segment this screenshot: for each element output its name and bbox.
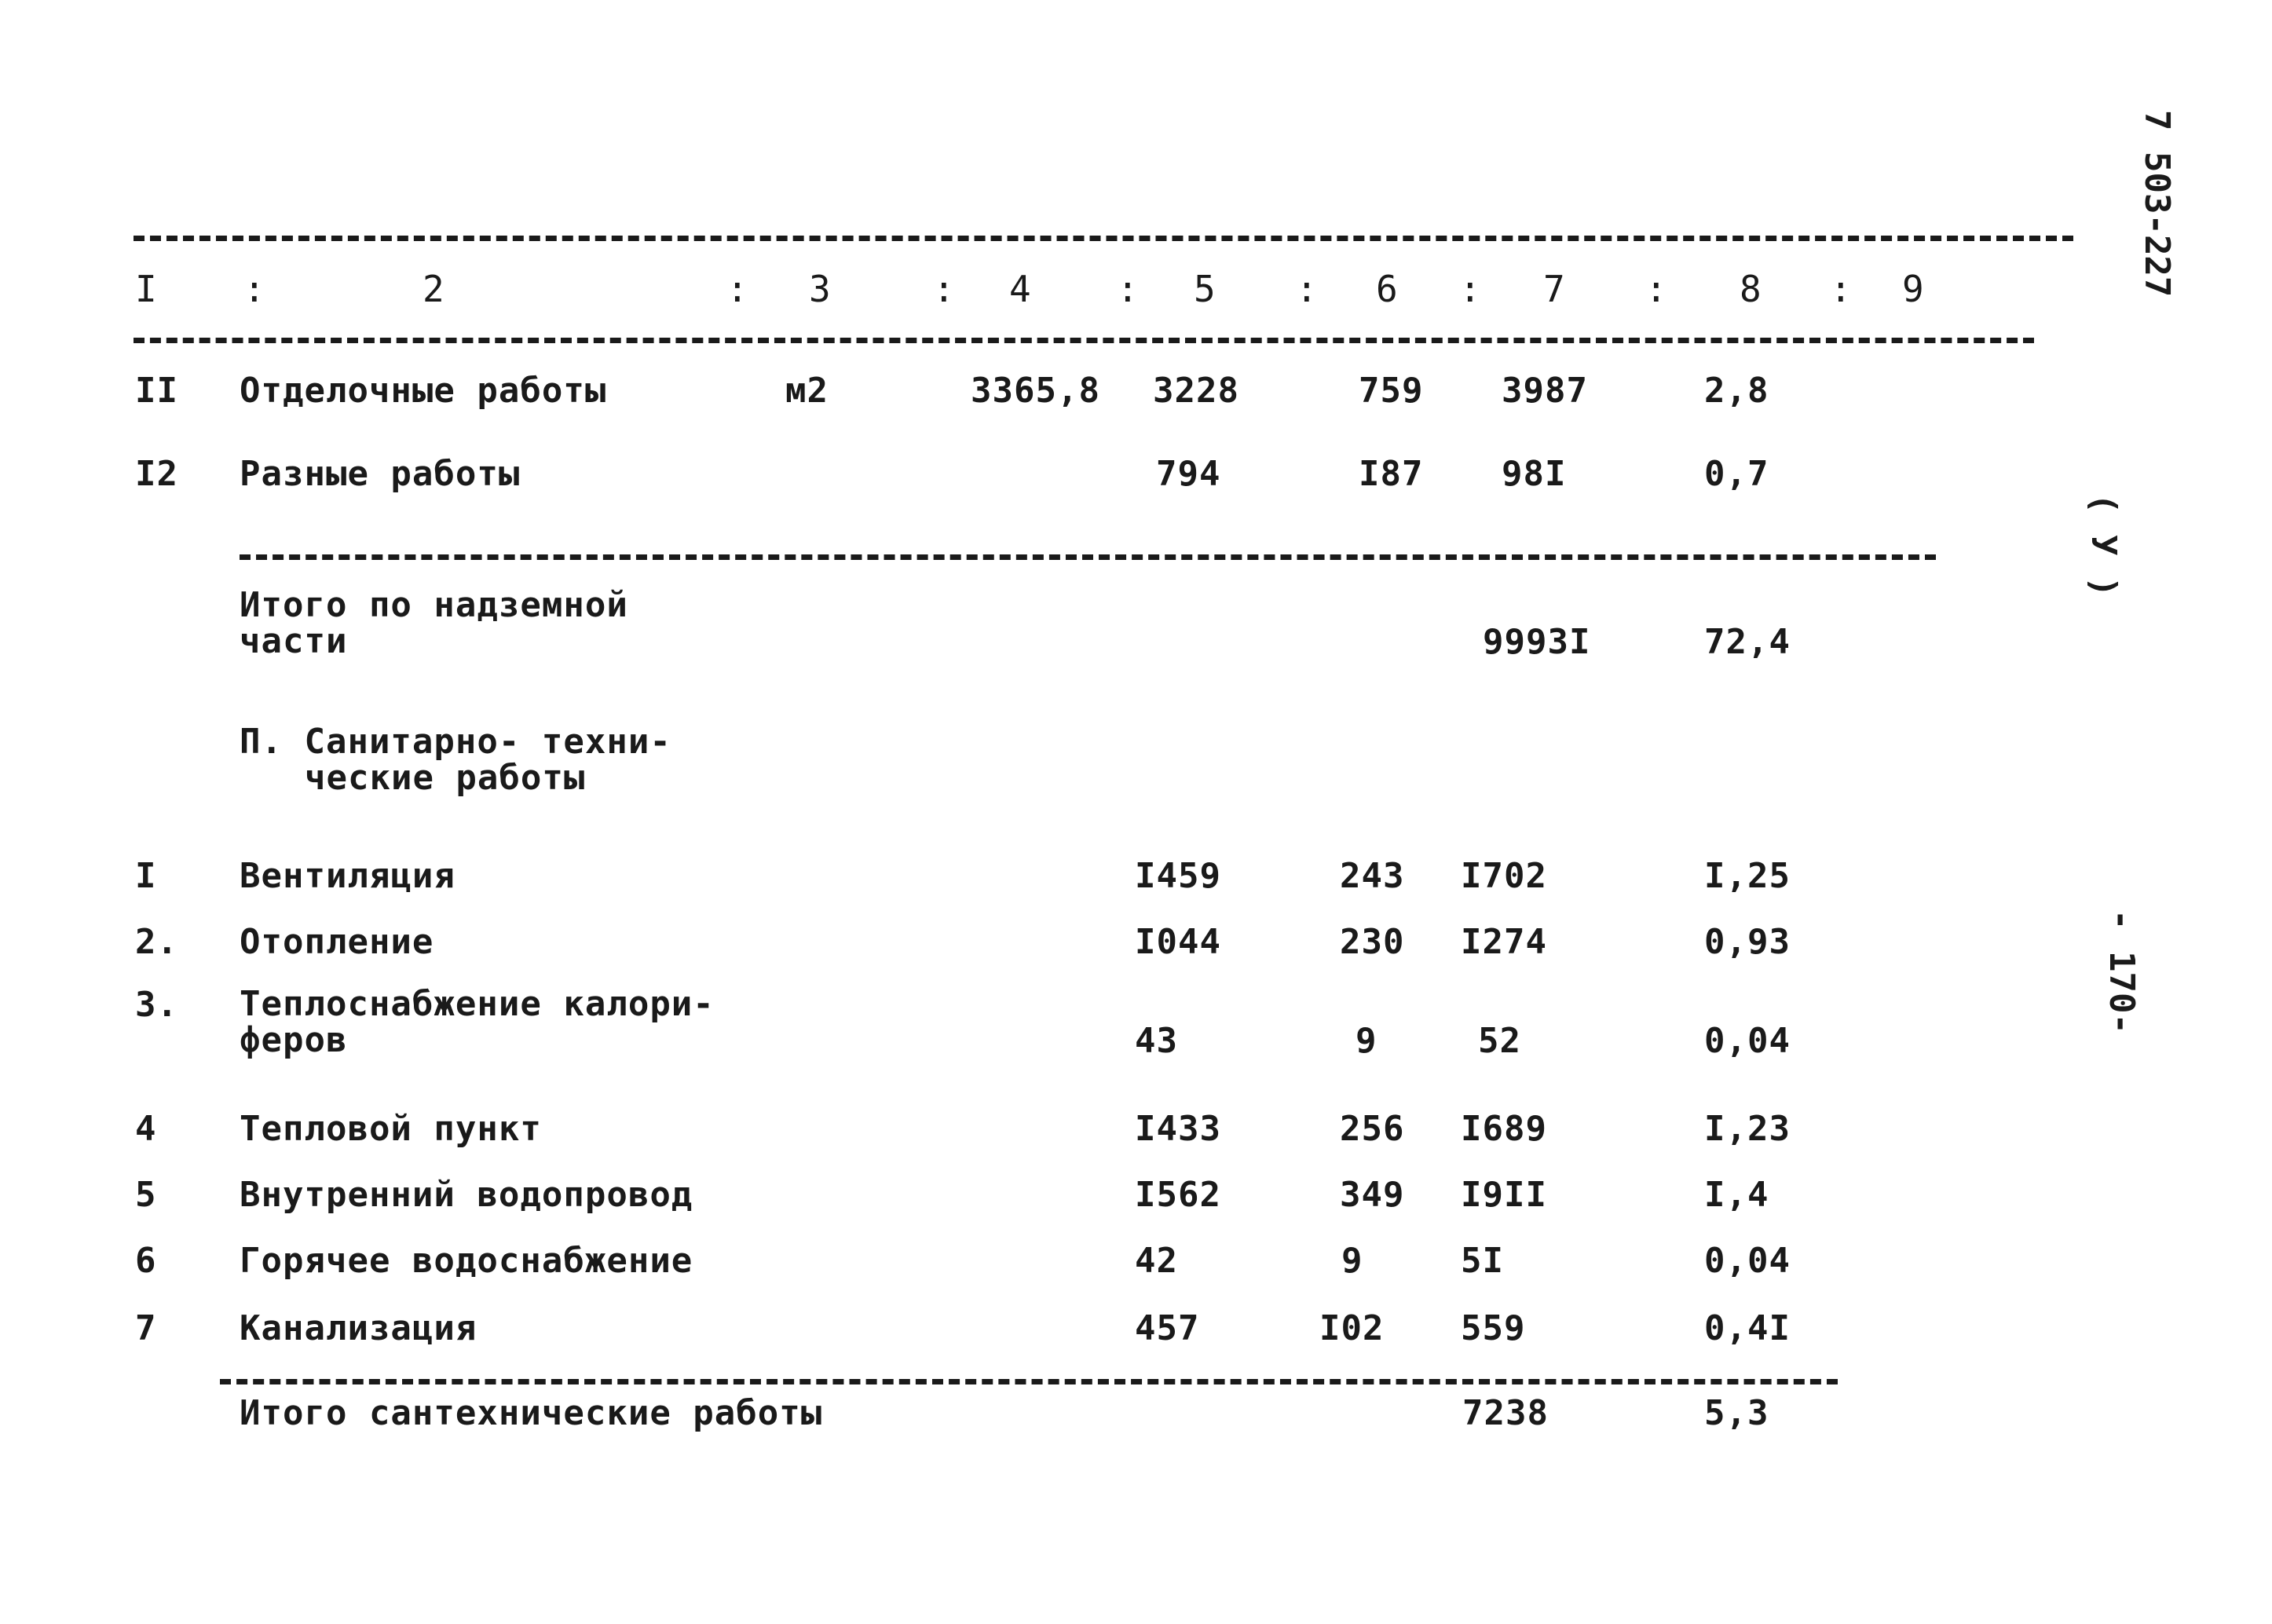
row-col-5: 3228	[1153, 371, 1239, 411]
row-col-8: 0,04	[1704, 1021, 1791, 1061]
row-unit: м2	[785, 371, 829, 411]
row-col-8: 0,7	[1704, 454, 1769, 494]
row-col-8: I,4	[1704, 1175, 1769, 1215]
row-col-8: 0,04	[1704, 1241, 1791, 1281]
subtotal-label-line1: Итого по надземной	[240, 585, 628, 625]
row-col-8: 2,8	[1704, 371, 1769, 411]
row-number: 6	[135, 1241, 157, 1281]
subtotal-col-7: 9993I	[1483, 622, 1591, 662]
header-col-9: 9	[1902, 268, 1925, 310]
row-col-7: 5I	[1461, 1241, 1504, 1281]
row-col-6: 9	[1341, 1241, 1363, 1281]
row-col-6: 256	[1340, 1109, 1405, 1149]
row-quantity: 3365,8	[971, 371, 1100, 411]
row-number: 2.	[135, 922, 178, 962]
header-col-7: 7	[1543, 268, 1566, 310]
header-col-2: 2	[423, 268, 445, 310]
header-col-4: 4	[1009, 268, 1032, 310]
header-sep: :	[1117, 268, 1140, 310]
row-col-5: I433	[1135, 1109, 1221, 1149]
row-col-8: I,23	[1704, 1109, 1791, 1149]
table-top-rule	[134, 236, 2073, 241]
total-col-7: 7238	[1462, 1393, 1549, 1433]
header-sep: :	[1645, 268, 1668, 310]
subtotal-col-8: 72,4	[1704, 622, 1791, 662]
row-name: Разные работы	[240, 454, 521, 494]
row-col-6: 759	[1359, 371, 1424, 411]
row-name: Вентиляция	[240, 856, 455, 896]
margin-page-number: - 170-	[2102, 909, 2142, 1034]
header-col-1: I	[135, 268, 158, 310]
row-name: Тепловой пункт	[240, 1109, 542, 1149]
row-col-7: I702	[1461, 856, 1547, 896]
header-col-5: 5	[1194, 268, 1216, 310]
row-col-5: I044	[1135, 922, 1221, 962]
total-col-8: 5,3	[1704, 1393, 1769, 1433]
row-col-5: 457	[1135, 1308, 1200, 1348]
row-number: I	[135, 856, 157, 896]
row-number: 5	[135, 1175, 157, 1215]
row-name: Внутренний водопровод	[240, 1175, 693, 1215]
row-number: 3.	[135, 985, 178, 1025]
row-col-5: I562	[1135, 1175, 1221, 1215]
row-number: 7	[135, 1308, 157, 1348]
row-col-6: 230	[1340, 922, 1405, 962]
row-number: I2	[135, 454, 178, 494]
total-rule	[220, 1379, 1838, 1384]
header-sep: :	[1296, 268, 1319, 310]
header-col-3: 3	[809, 268, 832, 310]
row-col-7: 98I	[1502, 454, 1567, 494]
row-name-line2: феров	[240, 1020, 348, 1060]
row-col-5: I459	[1135, 856, 1221, 896]
row-col-7: I689	[1461, 1109, 1547, 1149]
row-col-7: 3987	[1502, 371, 1588, 411]
section-heading-line1: П. Санитарно- техни-	[240, 722, 671, 762]
subtotal-rule	[240, 554, 1936, 560]
row-col-8: I,25	[1704, 856, 1791, 896]
row-col-5: 794	[1156, 454, 1221, 494]
row-name: Канализация	[240, 1308, 477, 1348]
row-col-5: 43	[1135, 1021, 1178, 1061]
header-sep: :	[1459, 268, 1482, 310]
row-col-6: 9	[1356, 1021, 1377, 1061]
row-name: Отопление	[240, 922, 434, 962]
header-sep: :	[933, 268, 956, 310]
header-sep: :	[243, 268, 266, 310]
header-col-8: 8	[1740, 268, 1762, 310]
row-col-5: 42	[1135, 1241, 1178, 1281]
subtotal-label-line2: части	[240, 621, 348, 661]
row-col-7: 52	[1478, 1021, 1521, 1061]
row-col-6: 243	[1340, 856, 1405, 896]
row-number: 4	[135, 1109, 157, 1149]
row-col-7: I9II	[1461, 1175, 1547, 1215]
header-sep: :	[1830, 268, 1853, 310]
header-col-6: 6	[1376, 268, 1399, 310]
row-name: Горячее водоснабжение	[240, 1241, 693, 1281]
header-sep: :	[726, 268, 749, 310]
header-bottom-rule	[134, 338, 2034, 343]
section-heading-line2: ческие работы	[305, 758, 586, 798]
row-col-7: 559	[1461, 1308, 1526, 1348]
row-name: Отделочные работы	[240, 371, 607, 411]
total-label: Итого сантехнические работы	[240, 1393, 823, 1433]
row-col-7: I274	[1461, 922, 1547, 962]
row-col-6: 349	[1340, 1175, 1405, 1215]
margin-mark: ( У )	[2084, 493, 2124, 598]
row-number: II	[135, 371, 178, 411]
margin-document-code: 7 503-227	[2137, 110, 2177, 298]
row-col-6: I87	[1359, 454, 1424, 494]
row-name-line1: Теплоснабжение калори-	[240, 984, 715, 1024]
row-col-8: 0,4I	[1704, 1308, 1791, 1348]
row-col-8: 0,93	[1704, 922, 1791, 962]
row-col-6: I02	[1319, 1308, 1385, 1348]
